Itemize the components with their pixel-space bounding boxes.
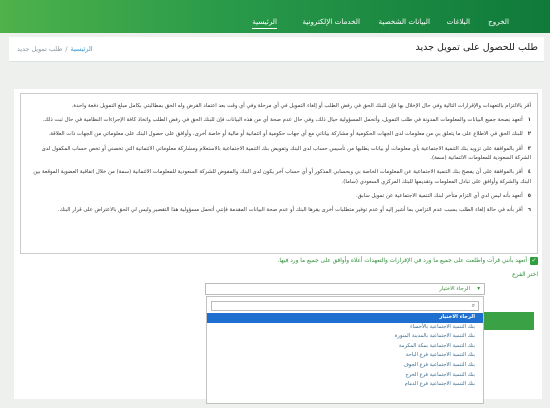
- terms-item-2: ٢للبنك الحق في الاطلاع على ما يتعلق بي من معلومات لدى الجهات الحكومية أو مشاركة بياناتي مع أي جهات حكومية أو ائتمانية أو مالية أو خاصة أخرى، وأوافق على حصول البنك على معلوماتي من الجهات ذات العلاقة.: [48, 131, 531, 138]
- terms-item-6: ٦أقر بأنه في حالة إلغاء الطلب بسبب عدم التزامي بما أشير إليه أو عدم توفير متطلبات أخرى يقرها البنك أو عدم صحة البيانات المقدمة فإنني أتحمل مسؤولية هذا التقصير وليس لي الحق بالاعتراض على قرار البنك.: [57, 207, 531, 214]
- nav-profile[interactable]: البيانات الشخصية: [378, 17, 430, 26]
- terms-item-4: ٤أقر بالموافقة على أن يفصح بنك التنمية الاجتماعية عن المعلومات الخاصة بي وبحسابي المذكور أو أي حساب آخر يكون لدى البنك والمفوض للشركة السعودية للمعلومات الائتمانية (سمة) من خلال اتفاقية العضوية الموقعة بين البنك والشركة وأوافق على تبادل المعلومات وتقديمها للبنك المركزي السعودي (ساما).: [33, 169, 531, 185]
- main-nav: [0, 0, 550, 33]
- terms-intro: أقر بالالتزام بالتعهدات والإقرارات التالية وفي حال الإخلال بها فإن للبنك الحق في رفض الطلب أو إلغاء التمويل في أي مرحلة وفي أي وقت بعد اعتماد القرض وله الحق بمطالبتي بكامل مبلغ التمويل دفعة واحدة.: [71, 103, 531, 109]
- terms-item-1: ١أتعهد بصحة جميع البيانات والمعلومات المدونة في طلب التمويل، وأتحمل المسؤولية حيال ذلك، وفي حال عدم صحة أي من هذه البيانات فإن للبنك الحق في رفض الطلب واتخاذ كافة الإجراءات النظامية في حال ثبت ذلك.: [42, 117, 531, 124]
- nav-logout[interactable]: الخروج: [488, 17, 509, 26]
- branch-option[interactable]: بنك التنمية الاجتماعية بالأحساء: [410, 323, 475, 330]
- terms-item-5: ٥أتعهد بأنه ليس لدي أي التزام متأخر لبنك التنمية الاجتماعية عن تمويل سابق.: [355, 193, 531, 200]
- terms-content: [29, 94, 531, 221]
- chevron-down-icon: ▾: [477, 286, 480, 292]
- branch-dropdown: [206, 296, 484, 404]
- nav-home[interactable]: الرئيسية: [252, 16, 277, 29]
- branch-select[interactable]: [205, 283, 485, 295]
- branch-option[interactable]: بنك التنمية الاجتماعية فرع الخرج: [405, 371, 475, 378]
- next-button[interactable]: [484, 312, 534, 330]
- branch-option[interactable]: بنك التنمية الاجتماعية بالمدينة المنورة: [394, 333, 475, 340]
- branch-option[interactable]: الرجاء الاختيار: [207, 313, 483, 323]
- nav-eservices[interactable]: الخدمات الإلكترونية: [302, 17, 360, 26]
- branch-label: اختر الفرع: [512, 271, 538, 278]
- agree-checkbox[interactable]: ✓: [531, 257, 537, 264]
- branch-options: [207, 313, 483, 390]
- branch-search-input[interactable]: [211, 301, 479, 311]
- terms-item-3: ٣أقر بالموافقة على تزويد بنك التنمية الاجتماعية بأي معلومات أو بيانات يطلبها من تأسيس حساب لدى البنك وتفويض بنك التنمية الاجتماعية بالاستعلام ومشاركة معلوماتي الائتمانية التي تخصني أو تخص حساب المكفول لدى الشركة السعودية للمعلومات الائتمانية (سمة).: [41, 145, 531, 162]
- search-icon: ⌕: [471, 302, 475, 309]
- branch-option[interactable]: بنك التنمية الاجتماعية فرع الدمام: [404, 381, 475, 388]
- branch-option[interactable]: بنك التنمية الاجتماعية فرع الباحة: [405, 352, 475, 359]
- terms-box[interactable]: [20, 93, 538, 254]
- page-header: [9, 37, 544, 62]
- branch-select-value: الرجاء الاختيار: [439, 286, 470, 292]
- page-title: طلب للحصول على تمويل جديد: [415, 42, 538, 53]
- breadcrumb: [17, 45, 93, 53]
- branch-option[interactable]: بنك التنمية الاجتماعية بمكة المكرمة: [398, 342, 475, 349]
- breadcrumb-separator: /: [65, 45, 68, 53]
- agree-label: أتعهد بأنني قرأت واطلعت على جميع ما ورد في الإقرارات والتعهدات أعلاه وأوافق على جميع ما ورد فيها.: [277, 258, 527, 264]
- breadcrumb-home[interactable]: الرئيسية: [70, 45, 93, 53]
- branch-option[interactable]: بنك التنمية الاجتماعية فرع الجوف: [403, 361, 475, 368]
- breadcrumb-current: طلب تمويل جديد: [17, 45, 63, 53]
- nav-notifications[interactable]: البلاغات: [446, 17, 470, 26]
